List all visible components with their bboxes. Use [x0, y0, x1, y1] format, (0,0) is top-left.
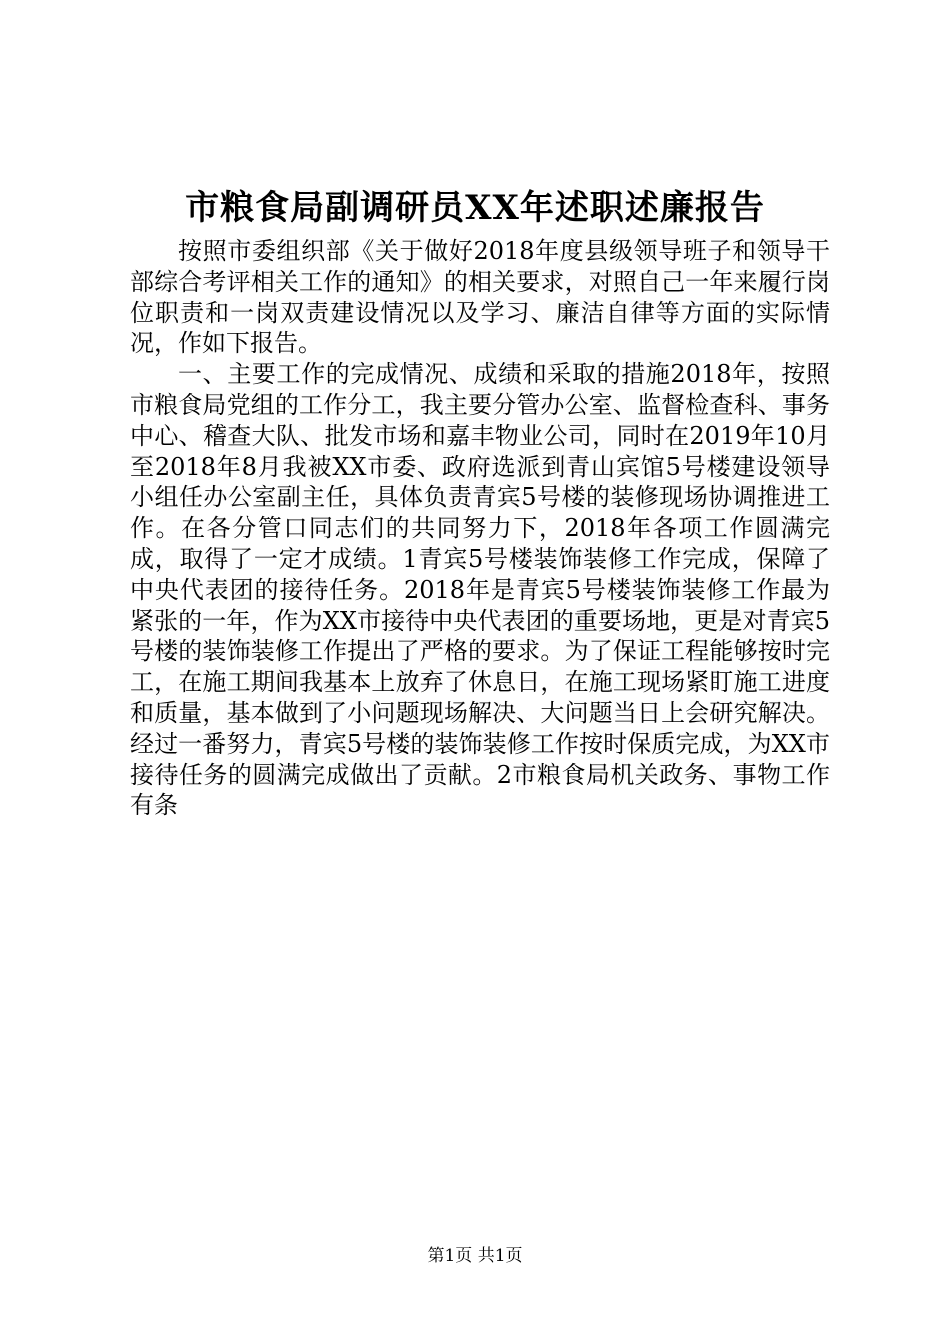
page-number: 第1页 共1页 [427, 1246, 523, 1266]
document-body [130, 236, 830, 821]
work-summary-paragraph: 一、主要工作的完成情况、成绩和采取的措施2018年，按照市粮食局党组的工作分工，我主要分管办公室、监督检查科、事务中心、稽查大队、批发市场和嘉丰物业公司，同时在2019年10月至2018年8月我被XX市委、政府选派到青山宾馆5号楼建设领导小组任办公室副主任，具体负责青宾5号楼的装修现场协调推进工作。在各分管口同志们的共同努力下，2018年各项工作圆满完成，取得了一定才成绩。1青宾5号楼装饰装修工作完成，保障了中央代表团的接待任务。2018年是青宾5号楼装饰装修工作最为紧张的一年，作为XX市接待中央代表团的重要场地，更是对青宾5号楼的装饰装修工作提出了严格的要求。为了保证工程能够按时完工，在施工期间我基本上放弃了休息日，在施工现场紧盯施工进度和质量，基本做到了小问题现场解决、大问题当日上会研究解决。经过一番努力，青宾5号楼的装饰装修工作按时保质完成，为XX市接待任务的圆满完成做出了贡献。2市粮食局机关政务、事物工作有条 [130, 360, 830, 820]
intro-paragraph: 按照市委组织部《关于做好2018年度县级领导班子和领导干部综合考评相关工作的通知》的相关要求，对照自己一年来履行岗位职责和一岗双责建设情况以及学习、廉洁自律等方面的实际情况，作如下报告。 [130, 237, 830, 358]
document-title: 市粮食局副调研员XX年述职述廉报告 [185, 188, 765, 228]
